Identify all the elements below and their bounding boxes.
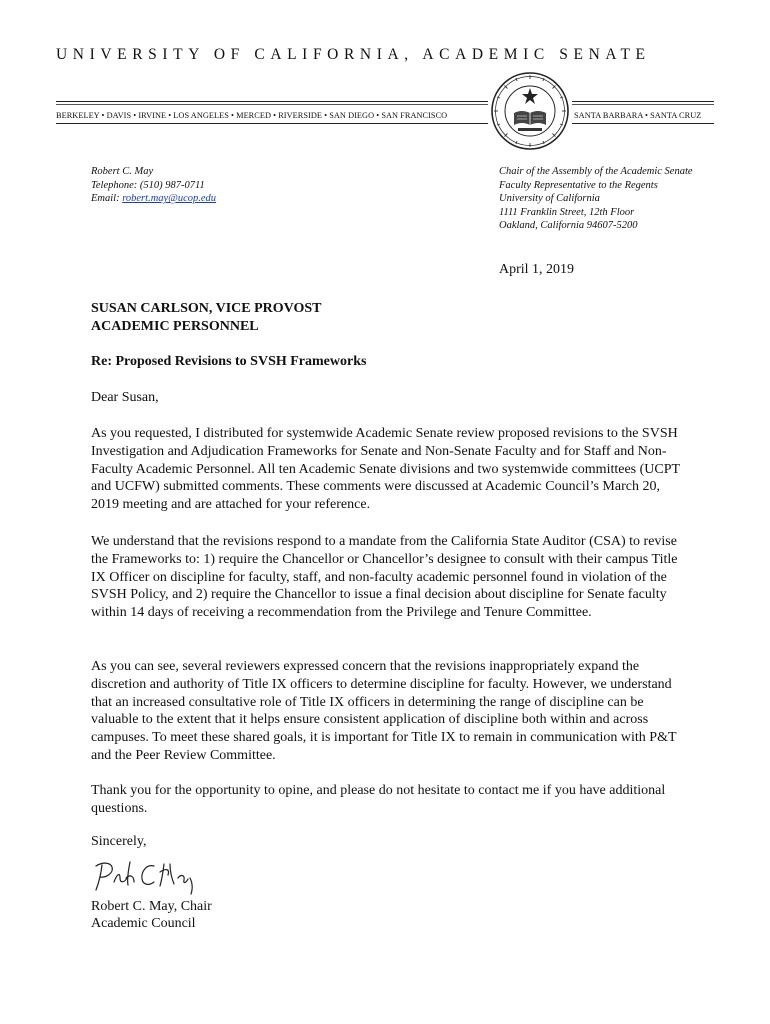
signoff-block [91, 899, 212, 932]
handwritten-signature [90, 852, 210, 896]
sender-email-label: Email: [91, 193, 123, 205]
sender-name: Robert C. May [91, 166, 154, 177]
sender-email-line [91, 192, 216, 206]
body-paragraph-2: We understand that the revisions respond to a mandate from the California State Auditor (CSA) to revise the Frameworks to: 1) require the Chancellor or Chancellor’s designee to consult with their campus Title IX Officer on discipline for faculty, staff, and non-faculty academic personnel found in violation of the SVSH Policy, and 2) require the Chancellor to issue a final decision about discipline for Senate faculty within 14 days of receiving a recommendation from the Privilege and Tenure Committee. [91, 534, 678, 621]
salutation: Dear Susan, [91, 390, 159, 405]
header-rule-left-under [56, 123, 488, 124]
recipient-name: SUSAN CARLSON, VICE PROVOST [91, 301, 322, 316]
sender-telephone: Telephone: (510) 987-0711 [91, 179, 205, 191]
body-paragraph-4: Thank you for the opportunity to opine, and please do not hesitate to contact me if you have additional questions. [91, 783, 666, 816]
header-rule-right-bottom [572, 104, 714, 105]
header-rule-left-bottom [56, 104, 488, 105]
campus-list-left: BERKELEY • DAVIS • IRVINE • LOS ANGELES • MERCED • RIVERSIDE • SAN DIEGO • SAN FRANCISCO [56, 111, 448, 120]
recipient-department: ACADEMIC PERSONNEL [91, 319, 259, 334]
office-line-street: 1111 Franklin Street, 12th Floor [499, 206, 635, 218]
body-paragraph-1: As you requested, I distributed for systemwide Academic Senate review proposed revisions to the SVSH Investigation and Adjudication Frameworks for Senate and Non-Senate Faculty and for Staff and Non-Faculty Academic Personnel. All ten Academic Senate divisions and two systemwide committees (UCPT and UCFW) submitted comments. These comments were discussed at Academic Council’s March 20, 2019 meeting and are attached for your reference. [91, 426, 680, 513]
campus-list-right: SANTA BARBARA • SANTA CRUZ [574, 111, 702, 120]
signer-organization: Academic Council [91, 915, 196, 931]
office-line-city: Oakland, California 94607-5200 [499, 220, 638, 232]
sender-email-link[interactable]: robert.may@ucop.edu [122, 193, 217, 205]
letter-date: April 1, 2019 [499, 262, 575, 277]
recipient-block [91, 300, 322, 336]
body-paragraph-3: As you can see, several reviewers expressed concern that the revisions inappropriately expand the discretion and authority of Title IX officers to determine discipline for faculty. However, we understand that an increased consultative role of Title IX officers in determining the range of discipline can be valuable to the extent that it helps ensure consistent application of discipline both within and across campuses. To meet these shared goals, it is important for Title IX to remain in communication with P&T and the Peer Review Committee. [91, 659, 677, 763]
header-rule-right-top [572, 101, 714, 102]
masthead-title: UNIVERSITY OF CALIFORNIA, ACADEMIC SENATE [56, 46, 651, 63]
header-rule-right-under [572, 123, 714, 124]
sender-block [91, 165, 216, 206]
office-line-title: Chair of the Assembly of the Academic Senate [499, 166, 693, 177]
university-seal-icon [490, 71, 570, 151]
office-line-institution: University of California [499, 193, 600, 205]
subject-line: Re: Proposed Revisions to SVSH Frameworks [91, 354, 367, 369]
header-rule-left-top [56, 101, 488, 102]
office-line-role: Faculty Representative to the Regents [499, 179, 658, 191]
closing: Sincerely, [91, 834, 147, 849]
office-address-block [499, 165, 693, 233]
signer-name-title: Robert C. May, Chair [91, 899, 212, 914]
